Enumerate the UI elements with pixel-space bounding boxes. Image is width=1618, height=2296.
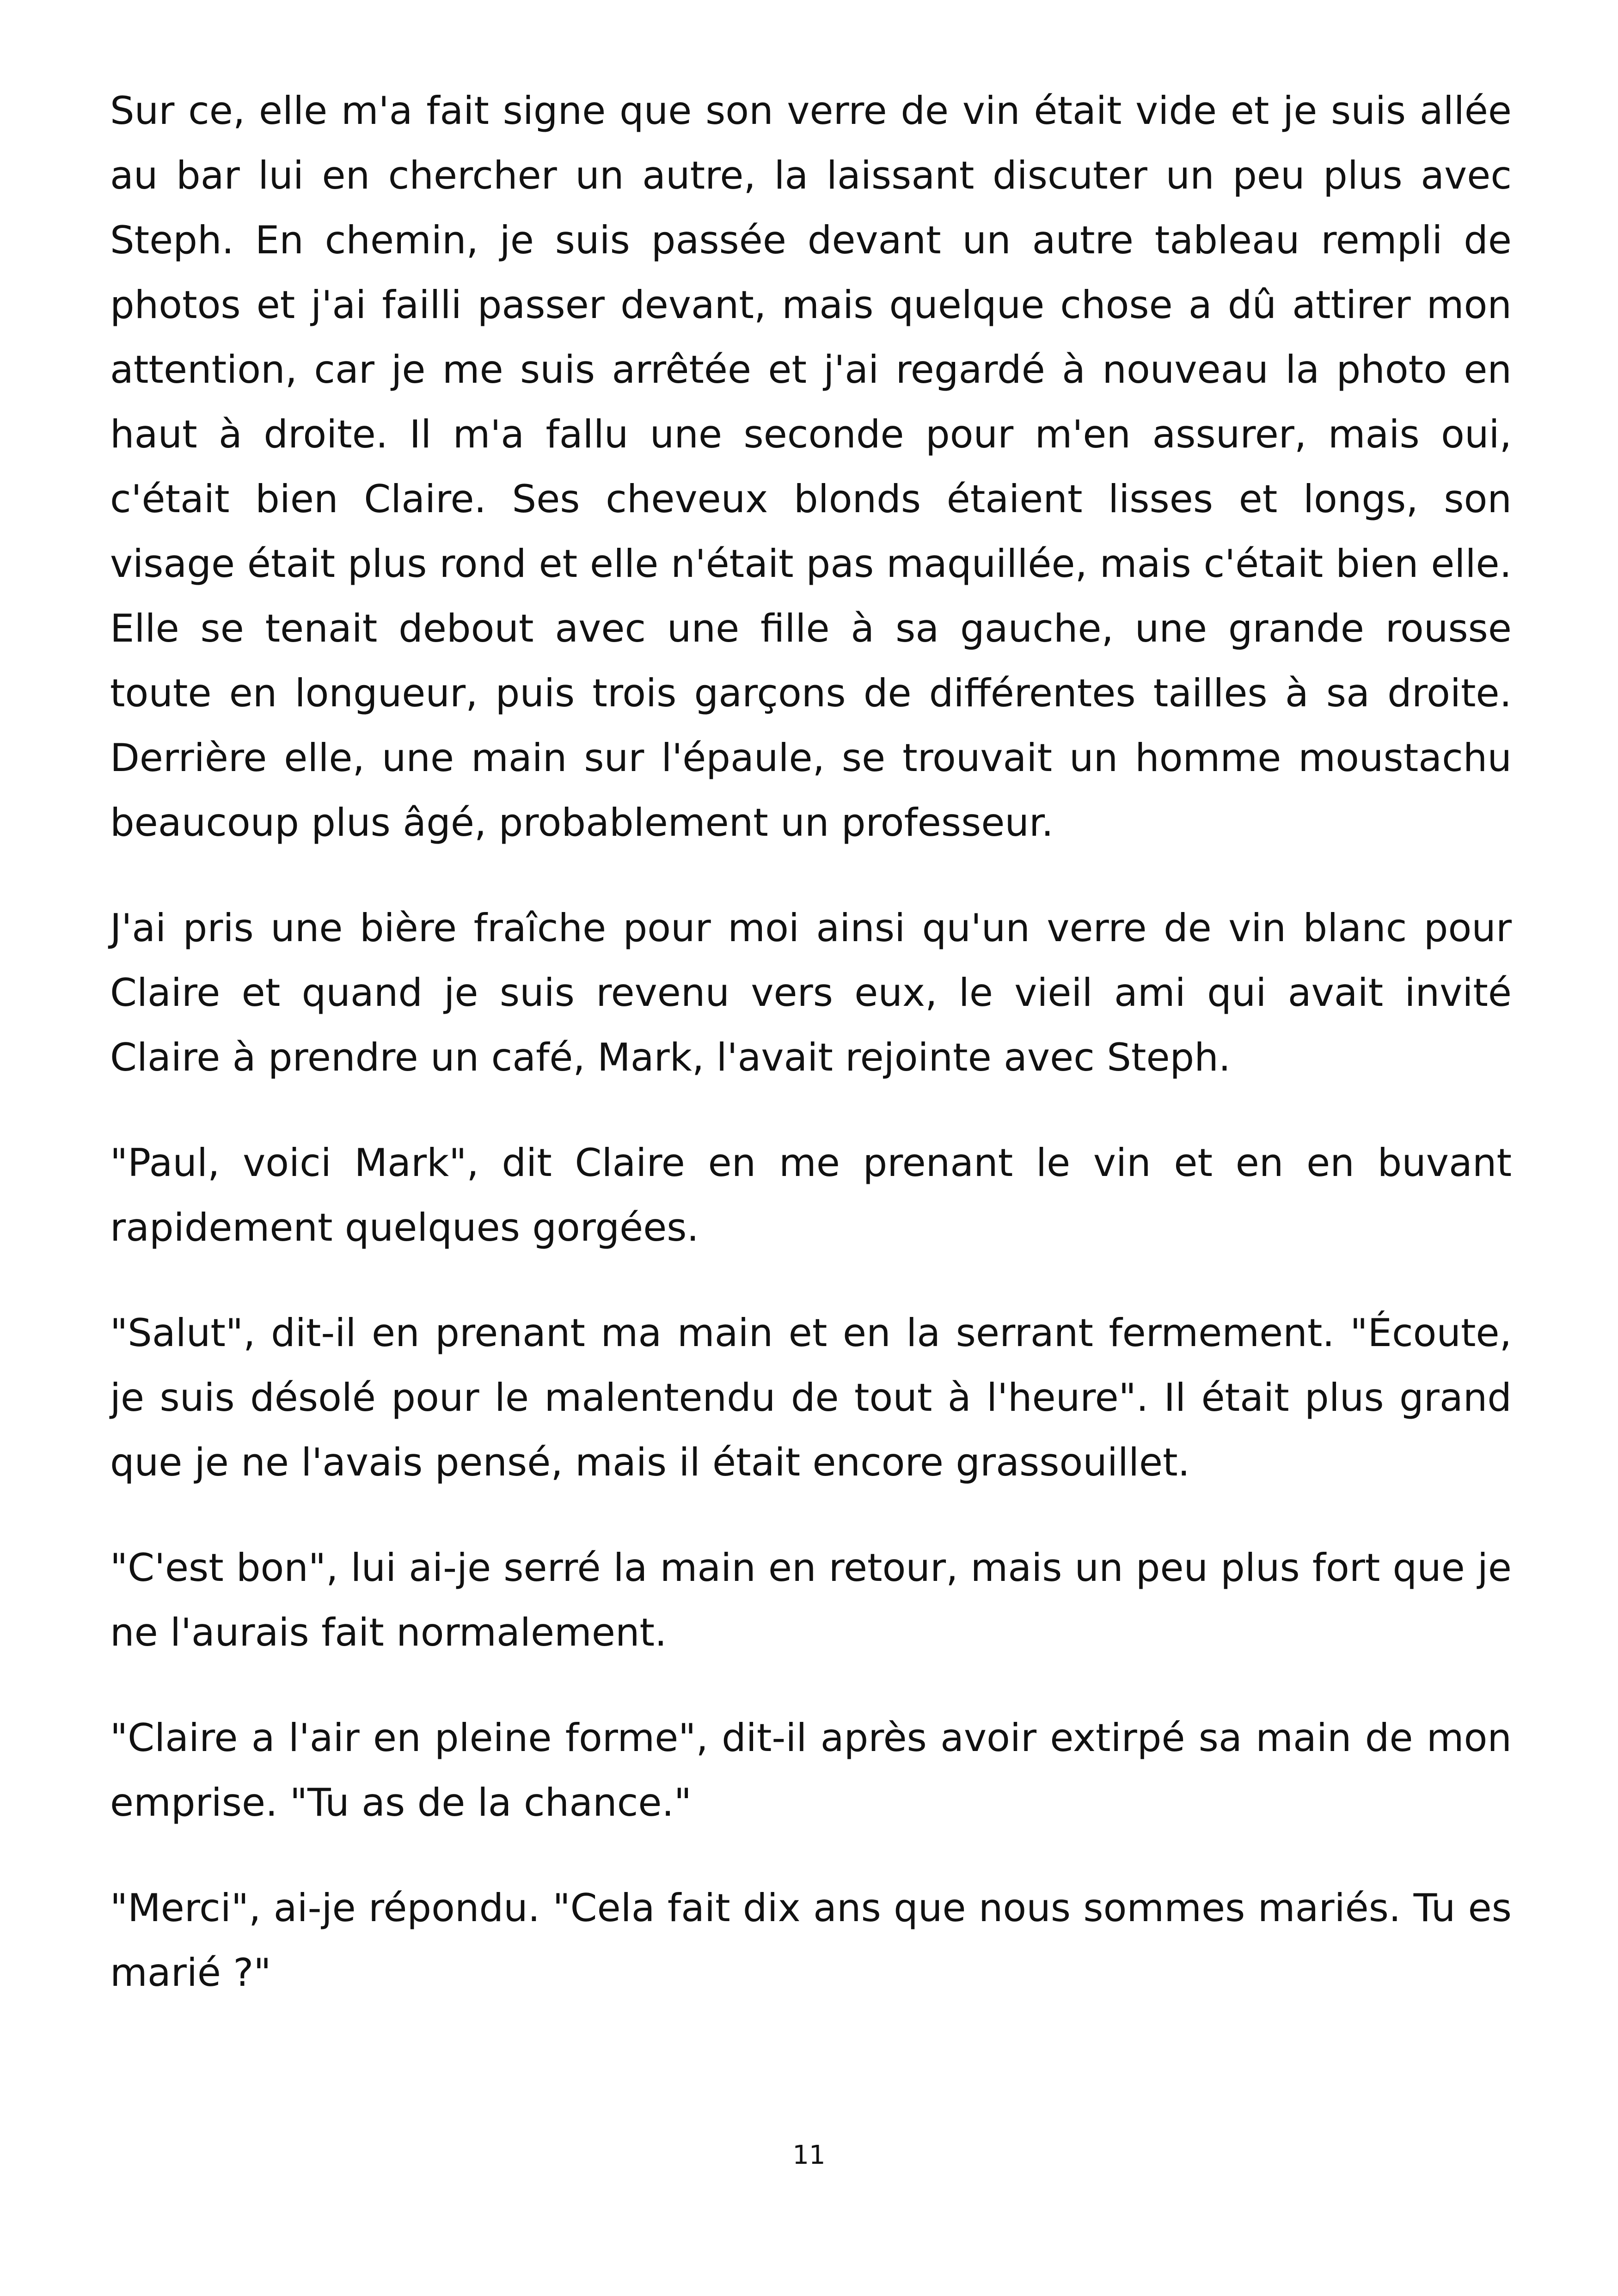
paragraph-5: "C'est bon", lui ai-je serré la main en retour, mais un peu plus fort que je ne l'aurais fait normalement. xyxy=(110,1545,1512,1655)
paragraph-4: "Salut", dit-il en prenant ma main et en la serrant fermement. "Écoute, je suis désolé pour le malentendu de tout à l'heure". Il était plus grand que je ne l'avais pensé, mais il était encore grassouillet. xyxy=(110,1310,1512,1485)
body-text xyxy=(110,79,1512,2046)
paragraph-2: J'ai pris une bière fraîche pour moi ainsi qu'un verre de vin blanc pour Claire et quand je suis revenu vers eux, le vieil ami qui avait invité Claire à prendre un café, Mark, l'avait rejointe avec Steph. xyxy=(110,906,1512,1080)
page-number: 11 xyxy=(792,2140,826,2170)
paragraph-7: "Merci", ai-je répondu. "Cela fait dix ans que nous sommes mariés. Tu es marié ?" xyxy=(110,1886,1512,1995)
paragraph-3: "Paul, voici Mark", dit Claire en me prenant le vin et en en buvant rapidement quelques gorgées. xyxy=(110,1140,1512,1250)
paragraph-6: "Claire a l'air en pleine forme", dit-il après avoir extirpé sa main de mon emprise. "Tu as de la chance." xyxy=(110,1715,1512,1825)
paragraph-1: Sur ce, elle m'a fait signe que son verre de vin était vide et je suis allée au bar lui en chercher un autre, la laissant discuter un peu plus avec Steph. En chemin, je suis passée devant un autre tableau rempli de photos et j'ai failli passer devant, mais quelque chose a dû attirer mon attention, car je me suis arrêtée et j'ai regardé à nouveau la photo en haut à droite. Il m'a fallu une seconde pour m'en assurer, mais oui, c'était bien Claire. Ses cheveux blonds étaient lisses et longs, son visage était plus rond et elle n'était pas maquillée, mais c'était bien elle. Elle se tenait debout avec une fille à sa gauche, une grande rousse toute en longueur, puis trois garçons de différentes tailles à sa droite. Derrière elle, une main sur l'épaule, se trouvait un homme moustachu beaucoup plus âgé, probablement un professeur. xyxy=(110,88,1512,845)
